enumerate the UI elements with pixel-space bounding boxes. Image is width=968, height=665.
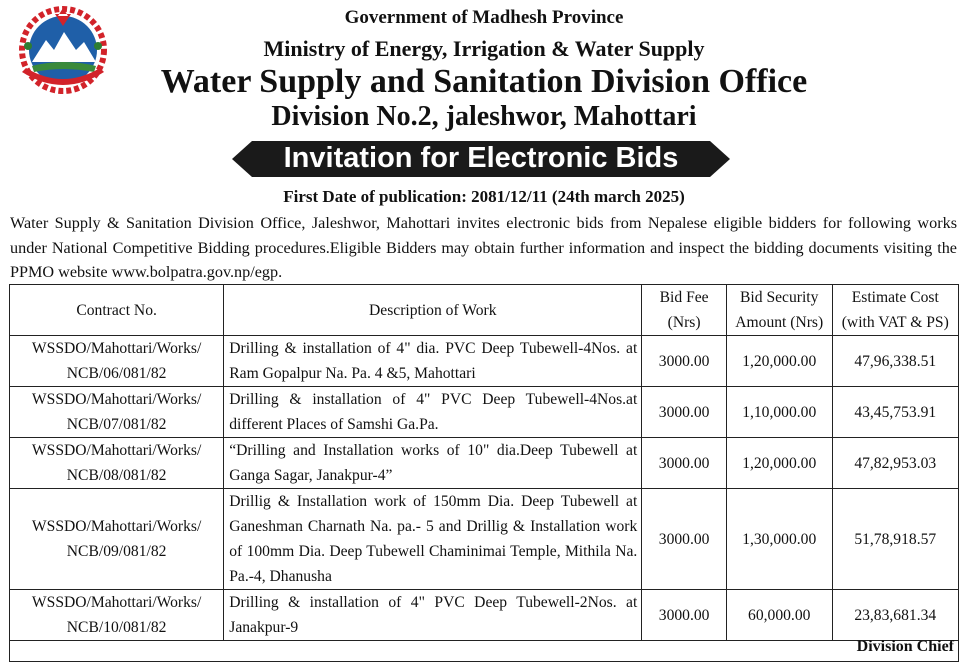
contract-line1: WSSDO/Mahottari/Works/	[31, 442, 202, 459]
division-title: Division No.2, jaleshwor, Mahottari	[271, 101, 697, 132]
signatory: Division Chief	[856, 638, 954, 655]
bid-fee-cell: 3000.00	[642, 387, 727, 438]
contract-line2: NCB/10/081/82	[66, 619, 167, 636]
bid-security-cell: 1,20,000.00	[726, 336, 832, 387]
contract-cell	[10, 438, 224, 489]
contract-cell	[10, 336, 224, 387]
header-bid-security-line2: Amount (Nrs)	[735, 314, 824, 331]
description-cell: Drilling & installation of 4" PVC Deep Tubewell-2Nos. at Janakpur-9	[224, 590, 642, 641]
estimate-cell: 43,45,753.91	[832, 387, 959, 438]
contract-line2: NCB/08/081/82	[66, 467, 167, 484]
description-cell: Drillig & Installation work of 150mm Dia. Deep Tubewell at Ganeshman Charnath Na. pa.- 5 and Drillig & Installation work of 100mm Dia. Deep Tubewell Chaminimai Temple, Mithila Na. Pa.-4, Dhanusha	[224, 489, 642, 590]
header-contract: Contract No.	[10, 285, 224, 336]
contract-line2: NCB/06/081/82	[66, 365, 167, 382]
intro-paragraph: Water Supply & Sanitation Division Office, Jaleshwor, Mahottari invites electronic bids from Nepalese eligible bidders for following works under National Competitive Bidding procedures.Eligible Bidders may obtain further information and inspect the bidding documents visiting the PPMO website www.bolpatra.gov.np/egp.	[10, 214, 957, 281]
header-bid-fee	[642, 285, 727, 336]
publication-date: First Date of publication: 2081/12/11 (24th march 2025)	[283, 187, 685, 206]
header-estimate-line1: Estimate Cost	[851, 289, 939, 306]
estimate-cell: 47,82,953.03	[832, 438, 959, 489]
bid-fee-cell: 3000.00	[642, 489, 727, 590]
contract-line1: WSSDO/Mahottari/Works/	[31, 391, 202, 408]
government-title: Government of Madhesh Province	[344, 7, 624, 28]
estimate-cell: 23,83,681.34	[832, 590, 959, 641]
bid-fee-cell: 3000.00	[642, 438, 727, 489]
header-estimate-line2: (with VAT & PS)	[841, 314, 949, 331]
office-title: Water Supply and Sanitation Division Office	[160, 63, 808, 100]
description-cell: “Drilling and Installation works of 10" dia.Deep Tubewell at Ganga Sagar, Janakpur-4”	[224, 438, 642, 489]
bid-fee-cell: 3000.00	[642, 336, 727, 387]
banner-title: Invitation for Electronic Bids	[283, 142, 679, 174]
contract-line2: NCB/07/081/82	[66, 416, 167, 433]
contract-line1: WSSDO/Mahottari/Works/	[31, 518, 202, 535]
contract-cell	[10, 387, 224, 438]
bid-security-cell: 60,000.00	[726, 590, 832, 641]
table-row	[10, 387, 959, 438]
bid-security-cell: 1,20,000.00	[726, 438, 832, 489]
estimate-cell: 51,78,918.57	[832, 489, 959, 590]
description-cell: Drilling & installation of 4" dia. PVC Deep Tubewell-4Nos. at Ram Gopalpur Na. Pa. 4 &5, Mahottari	[224, 336, 642, 387]
estimate-cell: 47,96,338.51	[832, 336, 959, 387]
header-bid-security-line1: Bid Security	[740, 289, 819, 306]
table-row	[10, 489, 959, 590]
notice-banner	[232, 140, 730, 178]
header-bid-fee-line1: Bid Fee	[659, 289, 709, 306]
description-cell: Drilling & installation of 4" PVC Deep Tubewell-4Nos.at different Places of Samshi Ga.Pa.	[224, 387, 642, 438]
bid-security-cell: 1,10,000.00	[726, 387, 832, 438]
table-footer	[9, 635, 959, 662]
contract-line2: NCB/09/081/82	[66, 543, 167, 560]
header-bid-security	[726, 285, 832, 336]
contract-line1: WSSDO/Mahottari/Works/	[31, 594, 202, 611]
contract-cell	[10, 590, 224, 641]
header-estimate	[832, 285, 959, 336]
table-row	[10, 336, 959, 387]
table-row	[10, 590, 959, 641]
bids-table	[9, 284, 959, 641]
table-row	[10, 438, 959, 489]
header-description: Description of Work	[224, 285, 642, 336]
bid-security-cell: 1,30,000.00	[726, 489, 832, 590]
contract-cell	[10, 489, 224, 590]
contract-line1: WSSDO/Mahottari/Works/	[31, 340, 202, 357]
ministry-title: Ministry of Energy, Irrigation & Water Supply	[263, 36, 705, 61]
table-header-row	[10, 285, 959, 336]
bid-fee-cell: 3000.00	[642, 590, 727, 641]
header-bid-fee-line2: (Nrs)	[667, 314, 701, 331]
